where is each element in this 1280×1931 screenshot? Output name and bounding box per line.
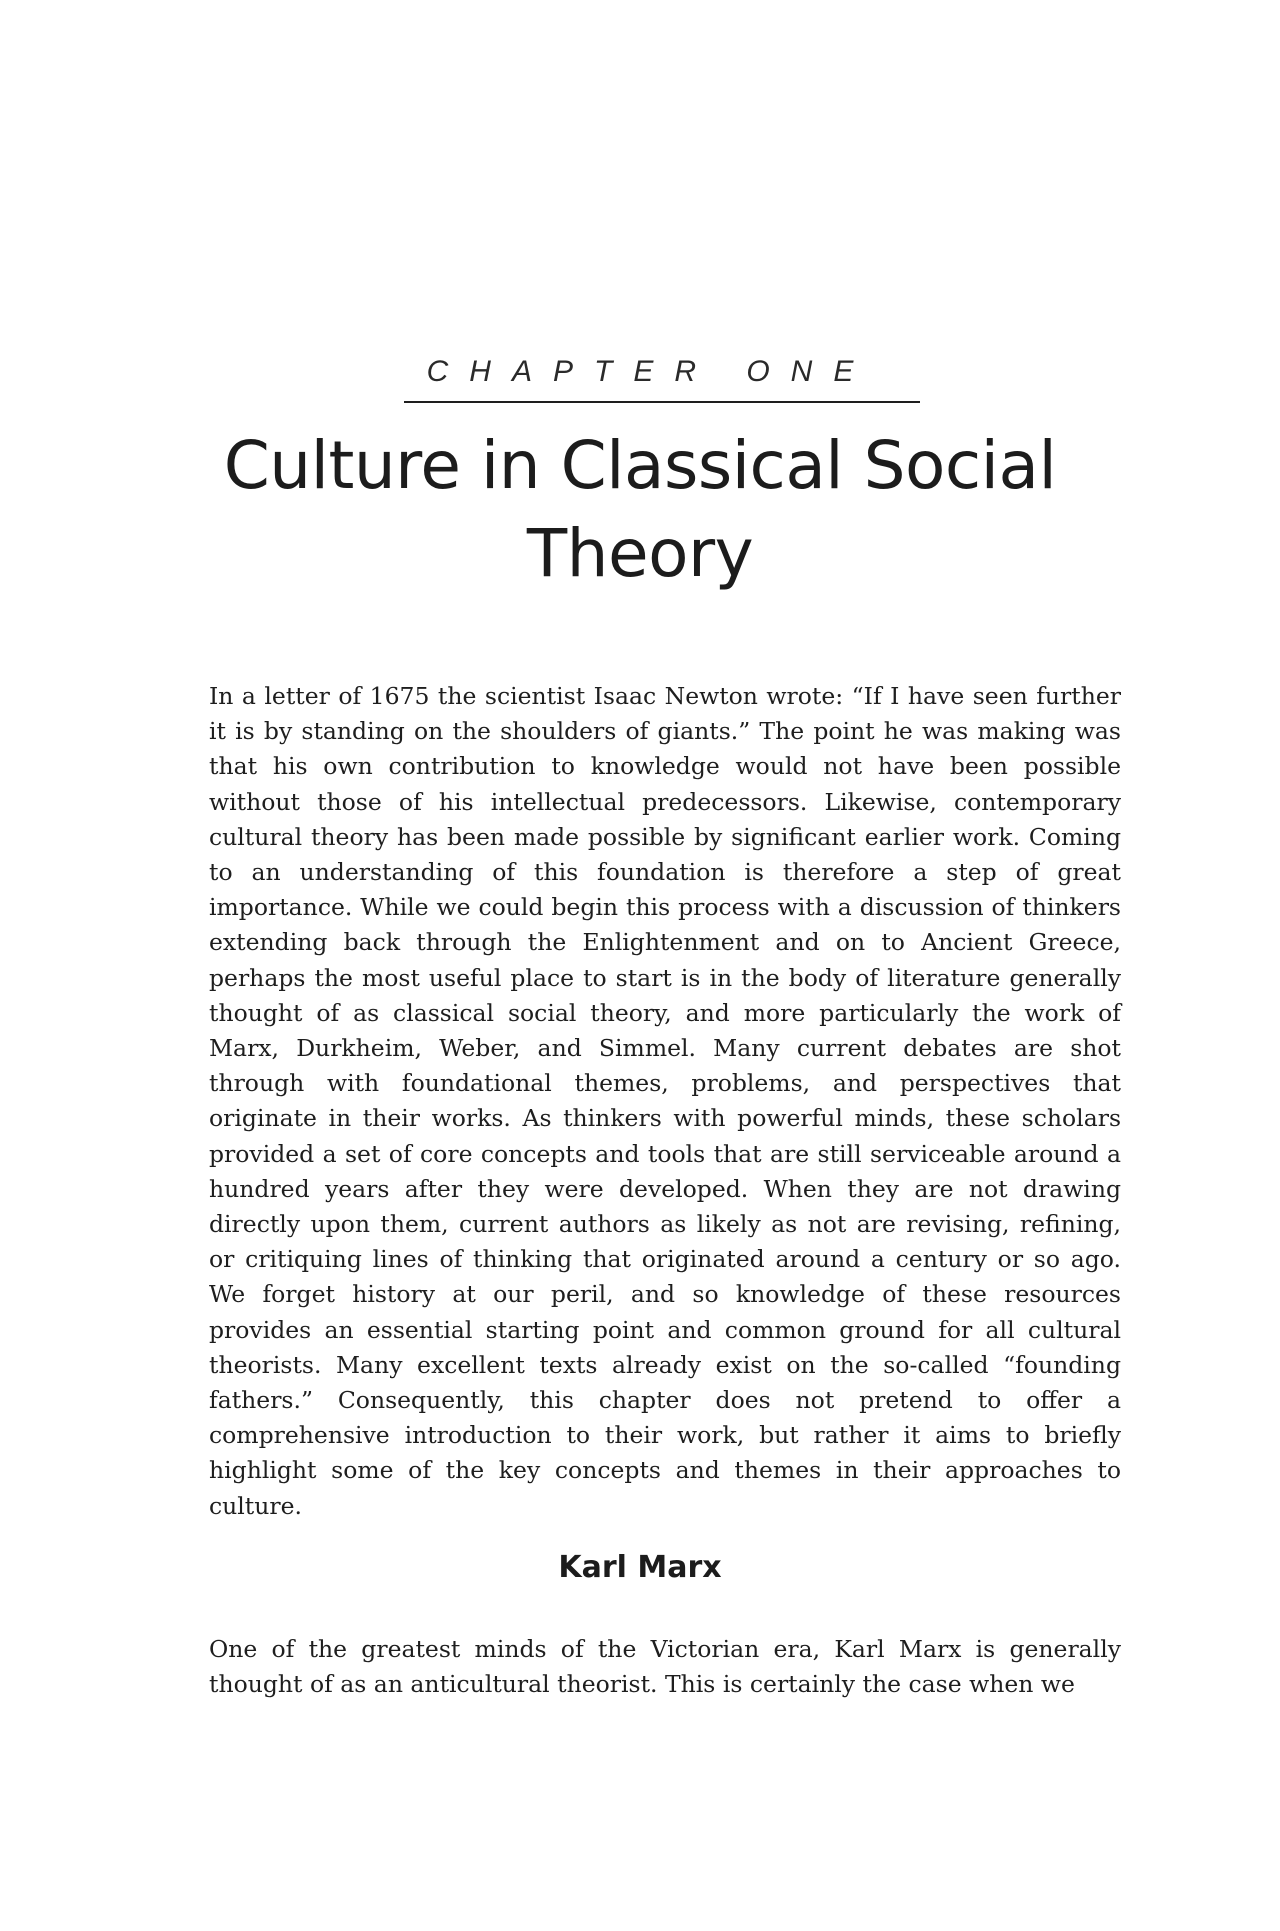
chapter-title: Culture in Classical Social Theory <box>223 427 1057 592</box>
body-paragraph-1: In a letter of 1675 the scientist Isaac Newton wrote: “If I have seen further it is by standing on the shoulders of giants.” The point he was making was that his own contribution to knowledge would not have been possible without those of his intellectual predecessors. Likewise, contemporary cultural theory has been made possible by significant earlier work. Coming to an understanding of this foundation is therefore a step of great importance. While we could begin this process with a discussion of thinkers extending back through the Enlightenment and on to Ancient Greece, perhaps the most useful place to start is in the body of literature generally thought of as classical social theory, and more particularly the work of Marx, Durkheim, Weber, and Simmel. Many current debates are shot through with foundational themes, problems, and perspectives that originate in their works. As thinkers with powerful minds, these scholars provided a set of core concepts and tools that are still serviceable around a hundred years after they were developed. When they are not drawing directly upon them, current authors as likely as not are revising, refining, or critiquing lines of thinking that originated around a century or so ago. We forget history at our peril, and so knowledge of these resources provides an essential starting point and common ground for all cultural theorists. Many excellent texts already exist on the so-called “founding fathers.” Consequently, this chapter does not pretend to offer a comprehensive introduction to their work, but rather it aims to briefly highlight some of the key concepts and themes in their approaches to culture. <box>209 682 1121 1520</box>
chapter-label: CHAPTER ONE <box>426 355 875 388</box>
section-heading: Karl Marx <box>558 1550 722 1585</box>
body-paragraph-2: One of the greatest minds of the Victorian era, Karl Marx is generally thought of as an anticultural theorist. This is certainly the case when we <box>209 1635 1121 1699</box>
chapter-rule <box>404 401 920 403</box>
